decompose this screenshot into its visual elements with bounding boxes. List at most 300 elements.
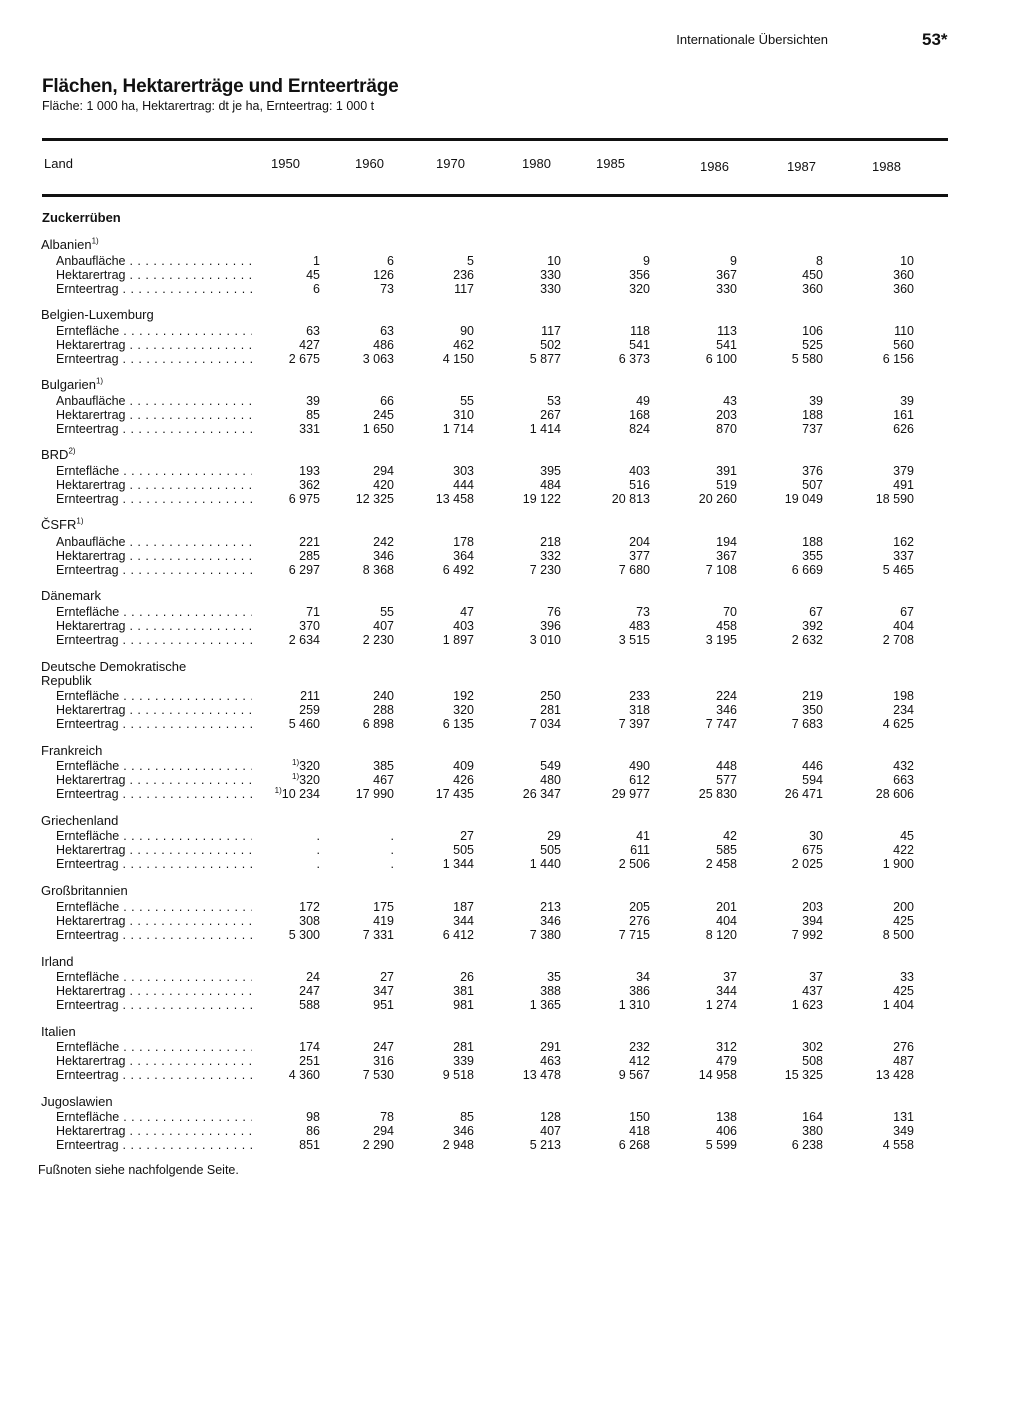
row-label: Hektarertrag . . .: [56, 549, 252, 563]
table-cell: 479: [716, 1054, 737, 1068]
table-cell: 20 260: [698, 492, 737, 506]
column-header-year: 1950: [271, 156, 300, 171]
table-cell: 234: [893, 703, 914, 717]
table-cell: 90: [460, 324, 474, 338]
row-label: Hektarertrag . . .: [56, 773, 252, 787]
row-label: Hektarertrag . . .: [56, 408, 252, 422]
table-cell: .: [390, 829, 394, 843]
row-label: Erntefläche . . .: [56, 829, 252, 843]
row-label: Erntefläche . . .: [56, 759, 252, 773]
table-cell: 39: [306, 394, 320, 408]
table-cell: 42: [723, 829, 737, 843]
table-cell: 851: [299, 1138, 320, 1152]
table-cell: 395: [540, 464, 561, 478]
group-title: Zuckerrüben: [42, 210, 121, 225]
table-cell: 25 830: [698, 787, 737, 801]
table-cell: .: [390, 857, 394, 871]
table-cell: 188: [802, 408, 823, 422]
table-row: [0, 984, 1024, 998]
row-label: Ernteertrag . . .: [56, 282, 252, 296]
country-name: [41, 1095, 113, 1109]
table-cell: 188: [802, 535, 823, 549]
table-top-rule: [42, 138, 948, 141]
table-cell: 247: [373, 1040, 394, 1054]
table-cell: 426: [453, 773, 474, 787]
country-name-text: Albanien: [41, 237, 92, 252]
table-cell: 5 877: [529, 352, 561, 366]
table-cell: 37: [809, 970, 823, 984]
table-cell: 403: [629, 464, 650, 478]
table-cell: 391: [716, 464, 737, 478]
table-cell: 376: [802, 464, 823, 478]
table-cell: 13 478: [522, 1068, 561, 1082]
table-cell: 55: [380, 605, 394, 619]
table-cell: 5: [467, 254, 474, 268]
table-cell: 5 213: [529, 1138, 561, 1152]
table-cell: 1 274: [705, 998, 737, 1012]
table-row: [0, 703, 1024, 717]
table-cell: 2 458: [705, 857, 737, 871]
table-cell: 505: [540, 843, 561, 857]
table-cell: 224: [716, 689, 737, 703]
table-cell: 344: [453, 914, 474, 928]
table-cell: 67: [900, 605, 914, 619]
table-cell: 43: [723, 394, 737, 408]
table-cell: 448: [716, 759, 737, 773]
column-header-year: 1988: [872, 159, 901, 174]
table-cell: 3 010: [529, 633, 561, 647]
table-row: [0, 338, 1024, 352]
table-cell: 355: [802, 549, 823, 563]
table-cell: 6 135: [442, 717, 474, 731]
table-cell: 330: [540, 268, 561, 282]
table-cell: 663: [893, 773, 914, 787]
table-cell: 525: [802, 338, 823, 352]
table-cell: 6 100: [705, 352, 737, 366]
table-cell: 200: [893, 900, 914, 914]
row-label: Ernteertrag . . .: [56, 633, 252, 647]
table-cell: 73: [636, 605, 650, 619]
table-cell: 502: [540, 338, 561, 352]
table-cell: 432: [893, 759, 914, 773]
table-cell: 356: [629, 268, 650, 282]
table-cell: 6 492: [442, 563, 474, 577]
row-label: Hektarertrag . . .: [56, 619, 252, 633]
table-cell: 541: [629, 338, 650, 352]
table-cell: 20 813: [611, 492, 650, 506]
table-cell: 612: [629, 773, 650, 787]
table-cell: 2 632: [791, 633, 823, 647]
table-cell: 364: [453, 549, 474, 563]
country-name: [41, 518, 84, 532]
table-cell: 407: [540, 1124, 561, 1138]
table-cell: 17 990: [355, 787, 394, 801]
country-name-text: Griechenland: [41, 813, 119, 828]
table-cell: 213: [540, 900, 561, 914]
table-cell: 242: [373, 535, 394, 549]
country-name-text: Dänemark: [41, 588, 101, 603]
table-row: [0, 787, 1024, 801]
table-cell: 247: [299, 984, 320, 998]
table-cell: 316: [373, 1054, 394, 1068]
table-cell: 312: [716, 1040, 737, 1054]
table-cell: 2 025: [791, 857, 823, 871]
table-cell: 9 567: [618, 1068, 650, 1082]
row-label: Hektarertrag . . .: [56, 914, 252, 928]
table-cell: 245: [373, 408, 394, 422]
table-cell: 1: [313, 254, 320, 268]
table-cell: 407: [373, 619, 394, 633]
table-cell: 379: [893, 464, 914, 478]
table-row: [0, 1040, 1024, 1054]
table-cell: 6 412: [442, 928, 474, 942]
country-name-text: BRD: [41, 447, 69, 462]
table-cell: 7 380: [529, 928, 561, 942]
column-header-year: 1980: [522, 156, 551, 171]
table-cell: 203: [716, 408, 737, 422]
table-cell: 63: [306, 324, 320, 338]
table-row: [0, 394, 1024, 408]
table-cell: 541: [716, 338, 737, 352]
table-cell: 381: [453, 984, 474, 998]
table-cell: 175: [373, 900, 394, 914]
table-cell: 12 325: [355, 492, 394, 506]
table-row: [0, 829, 1024, 843]
table-row: [0, 619, 1024, 633]
table-cell: 385: [373, 759, 394, 773]
table-cell: 281: [540, 703, 561, 717]
table-cell: 250: [540, 689, 561, 703]
table-row: [0, 605, 1024, 619]
units-subtitle: Fläche: 1 000 ha, Hektarertrag: dt je ha, Ernteertrag: 1 000 t: [42, 99, 375, 113]
table-cell: 1 650: [362, 422, 394, 436]
table-cell: 3 063: [362, 352, 394, 366]
table-cell: 394: [802, 914, 823, 928]
table-row: [0, 857, 1024, 871]
row-label: Erntefläche . . .: [56, 689, 252, 703]
table-cell: 150: [629, 1110, 650, 1124]
table-cell: 198: [893, 689, 914, 703]
table-cell: 10: [900, 254, 914, 268]
table-cell: 360: [893, 282, 914, 296]
table-cell: 7 397: [618, 717, 650, 731]
table-cell: 418: [629, 1124, 650, 1138]
row-label: Erntefläche . . .: [56, 605, 252, 619]
row-label: Hektarertrag . . .: [56, 843, 252, 857]
footnote: Fußnoten siehe nachfolgende Seite.: [38, 1163, 239, 1177]
table-cell: 484: [540, 478, 561, 492]
table-cell: 425: [893, 984, 914, 998]
column-header-year: 1970: [436, 156, 465, 171]
table-cell: 267: [540, 408, 561, 422]
table-cell: 201: [716, 900, 737, 914]
table-cell: 131: [893, 1110, 914, 1124]
table-cell: 7 715: [618, 928, 650, 942]
table-row: [0, 689, 1024, 703]
table-cell: 24: [306, 970, 320, 984]
row-label: Hektarertrag . . .: [56, 1124, 252, 1138]
table-cell: 117: [541, 324, 561, 338]
country-name-text: Jugoslawien: [41, 1094, 113, 1109]
table-row: [0, 324, 1024, 338]
row-label: Anbaufläche . . .: [56, 535, 252, 549]
table-cell: 45: [306, 268, 320, 282]
table-cell: 161: [893, 408, 914, 422]
table-cell: 9 518: [442, 1068, 474, 1082]
country-name-text: Bulgarien: [41, 377, 96, 392]
row-label: Ernteertrag . . .: [56, 717, 252, 731]
row-label: Erntefläche . . .: [56, 900, 252, 914]
table-cell: 367: [716, 268, 737, 282]
country-name: [41, 814, 118, 828]
table-row: [0, 254, 1024, 268]
country-name-text: Deutsche Demokratische Republik: [41, 659, 187, 688]
table-cell: 437: [802, 984, 823, 998]
row-label: Erntefläche . . .: [56, 324, 252, 338]
table-cell: 259: [299, 703, 320, 717]
table-row: [0, 535, 1024, 549]
table-cell: 388: [540, 984, 561, 998]
table-cell: 13 458: [435, 492, 474, 506]
table-cell: 26: [460, 970, 474, 984]
table-cell: 106: [802, 324, 823, 338]
table-row: [0, 563, 1024, 577]
table-cell: 8: [816, 254, 823, 268]
table-cell: $^{1)}$320: [292, 771, 320, 787]
table-cell: 71: [306, 605, 320, 619]
table-cell: 392: [802, 619, 823, 633]
table-cell: 362: [299, 478, 320, 492]
table-cell: 7 680: [618, 563, 650, 577]
table-row: [0, 1124, 1024, 1138]
table-cell: 294: [373, 1124, 394, 1138]
table-cell: 4 360: [288, 1068, 320, 1082]
table-cell: 308: [299, 914, 320, 928]
country-name: [41, 660, 211, 688]
table-cell: 240: [373, 689, 394, 703]
table-cell: 6 669: [791, 563, 823, 577]
column-header-year: 1986: [700, 159, 729, 174]
table-cell: 8 120: [705, 928, 737, 942]
table-cell: 367: [716, 549, 737, 563]
row-label: Hektarertrag . . .: [56, 703, 252, 717]
row-label: Ernteertrag . . .: [56, 857, 252, 871]
country-name: [41, 955, 74, 969]
table-row: [0, 464, 1024, 478]
table-row: [0, 998, 1024, 1012]
table-cell: $^{1)}$10 234: [274, 785, 320, 801]
table-cell: 19 122: [522, 492, 561, 506]
table-cell: 409: [453, 759, 474, 773]
table-cell: 6 238: [791, 1138, 823, 1152]
table-cell: 1 623: [791, 998, 823, 1012]
table-cell: 41: [636, 829, 650, 843]
table-cell: 5 460: [288, 717, 320, 731]
table-cell: 585: [716, 843, 737, 857]
table-cell: 45: [900, 829, 914, 843]
table-cell: 66: [380, 394, 394, 408]
table-cell: 2 506: [618, 857, 650, 871]
table-cell: 332: [540, 549, 561, 563]
country-name-text: ČSFR: [41, 517, 77, 532]
table-cell: 276: [629, 914, 650, 928]
table-cell: 380: [802, 1124, 823, 1138]
table-cell: 55: [460, 394, 474, 408]
table-cell: .: [390, 843, 394, 857]
table-cell: 86: [306, 1124, 320, 1138]
table-cell: 7 747: [705, 717, 737, 731]
country-name-text: Großbritannien: [41, 883, 128, 898]
table-cell: 8 368: [362, 563, 394, 577]
table-cell: $^{1)}$320: [292, 757, 320, 773]
table-cell: 73: [380, 282, 394, 296]
table-cell: 8 500: [882, 928, 914, 942]
table-cell: 404: [893, 619, 914, 633]
table-cell: 360: [802, 282, 823, 296]
country-name: [41, 884, 128, 898]
table-cell: 508: [802, 1054, 823, 1068]
table-cell: 377: [629, 549, 650, 563]
table-cell: 27: [380, 970, 394, 984]
table-cell: 10: [547, 254, 561, 268]
table-cell: 330: [716, 282, 737, 296]
table-cell: 320: [453, 703, 474, 717]
table-cell: 320: [629, 282, 650, 296]
table-row: [0, 268, 1024, 282]
table-cell: 113: [717, 324, 737, 338]
row-label: Ernteertrag . . .: [56, 787, 252, 801]
row-label: Hektarertrag . . .: [56, 1054, 252, 1068]
table-cell: 422: [893, 843, 914, 857]
table-cell: 360: [893, 268, 914, 282]
table-cell: 236: [453, 268, 474, 282]
table-cell: 4 558: [882, 1138, 914, 1152]
table-cell: 347: [373, 984, 394, 998]
table-cell: 370: [299, 619, 320, 633]
table-cell: 1 404: [882, 998, 914, 1012]
table-cell: 33: [900, 970, 914, 984]
table-cell: 302: [802, 1040, 823, 1054]
table-row: [0, 1110, 1024, 1124]
row-label: Ernteertrag . . .: [56, 1138, 252, 1152]
table-cell: 219: [802, 689, 823, 703]
table-cell: 519: [716, 478, 737, 492]
table-cell: 117: [454, 282, 474, 296]
table-cell: 63: [380, 324, 394, 338]
table-cell: 458: [716, 619, 737, 633]
table-row: [0, 1054, 1024, 1068]
footnote-marker: 1): [76, 516, 84, 526]
table-cell: 7 108: [705, 563, 737, 577]
table-cell: 193: [299, 464, 320, 478]
table-cell: 737: [802, 422, 823, 436]
table-cell: 516: [629, 478, 650, 492]
row-label: Erntefläche . . .: [56, 1040, 252, 1054]
table-cell: 2 708: [882, 633, 914, 647]
table-header-rule: [42, 194, 948, 197]
row-label: Hektarertrag . . .: [56, 478, 252, 492]
row-label: Hektarertrag . . .: [56, 338, 252, 352]
table-cell: 85: [306, 408, 320, 422]
table-cell: 419: [373, 914, 394, 928]
table-cell: 294: [373, 464, 394, 478]
table-cell: 39: [900, 394, 914, 408]
table-cell: 288: [373, 703, 394, 717]
table-cell: 331: [299, 422, 320, 436]
table-cell: 350: [802, 703, 823, 717]
table-cell: 2 290: [362, 1138, 394, 1152]
table-cell: 1 365: [529, 998, 561, 1012]
table-row: [0, 422, 1024, 436]
table-cell: 15 325: [784, 1068, 823, 1082]
table-cell: 2 634: [288, 633, 320, 647]
table-row: [0, 970, 1024, 984]
table-cell: 3 515: [618, 633, 650, 647]
footnote-marker: 2): [68, 446, 76, 456]
table-cell: 330: [540, 282, 561, 296]
table-cell: 5 465: [882, 563, 914, 577]
table-cell: 349: [893, 1124, 914, 1138]
country-name: [41, 308, 154, 322]
table-row: [0, 773, 1024, 787]
row-label: Ernteertrag . . .: [56, 422, 252, 436]
row-label: Hektarertrag . . .: [56, 268, 252, 282]
table-cell: 420: [373, 478, 394, 492]
country-name: [41, 1025, 76, 1039]
table-row: [0, 717, 1024, 731]
row-label: Anbaufläche . . .: [56, 254, 252, 268]
table-cell: 203: [802, 900, 823, 914]
table-cell: 463: [540, 1054, 561, 1068]
row-label: Ernteertrag . . .: [56, 998, 252, 1012]
table-cell: 285: [299, 549, 320, 563]
table-row: [0, 1138, 1024, 1152]
table-cell: 30: [809, 829, 823, 843]
table-cell: 128: [540, 1110, 561, 1124]
table-cell: 1 310: [618, 998, 650, 1012]
country-name-text: Italien: [41, 1024, 76, 1039]
table-cell: 9: [730, 254, 737, 268]
table-cell: 26 471: [784, 787, 823, 801]
table-cell: 6: [387, 254, 394, 268]
table-cell: 480: [540, 773, 561, 787]
country-name-text: Belgien-Luxemburg: [41, 307, 154, 322]
column-header-year: 1985: [596, 156, 625, 171]
footnote-marker: 1): [95, 376, 104, 386]
table-cell: 18 590: [875, 492, 914, 506]
table-cell: 98: [306, 1110, 320, 1124]
table-cell: 118: [630, 324, 650, 338]
table-cell: 406: [716, 1124, 737, 1138]
table-cell: 205: [629, 900, 650, 914]
row-label: Erntefläche . . .: [56, 1110, 252, 1124]
column-header-year: 1960: [355, 156, 384, 171]
table-cell: 505: [453, 843, 474, 857]
table-cell: 4 150: [442, 352, 474, 366]
table-cell: 17 435: [435, 787, 474, 801]
table-cell: 386: [629, 984, 650, 998]
table-cell: 49: [636, 394, 650, 408]
table-cell: 34: [636, 970, 650, 984]
table-cell: 233: [629, 689, 650, 703]
table-cell: 450: [802, 268, 823, 282]
table-cell: 427: [299, 338, 320, 352]
table-cell: 487: [893, 1054, 914, 1068]
table-cell: 5 300: [288, 928, 320, 942]
table-cell: 110: [894, 324, 914, 338]
page-title: Flächen, Hektarerträge und Ernteerträge: [42, 76, 399, 97]
table-cell: 486: [373, 338, 394, 352]
